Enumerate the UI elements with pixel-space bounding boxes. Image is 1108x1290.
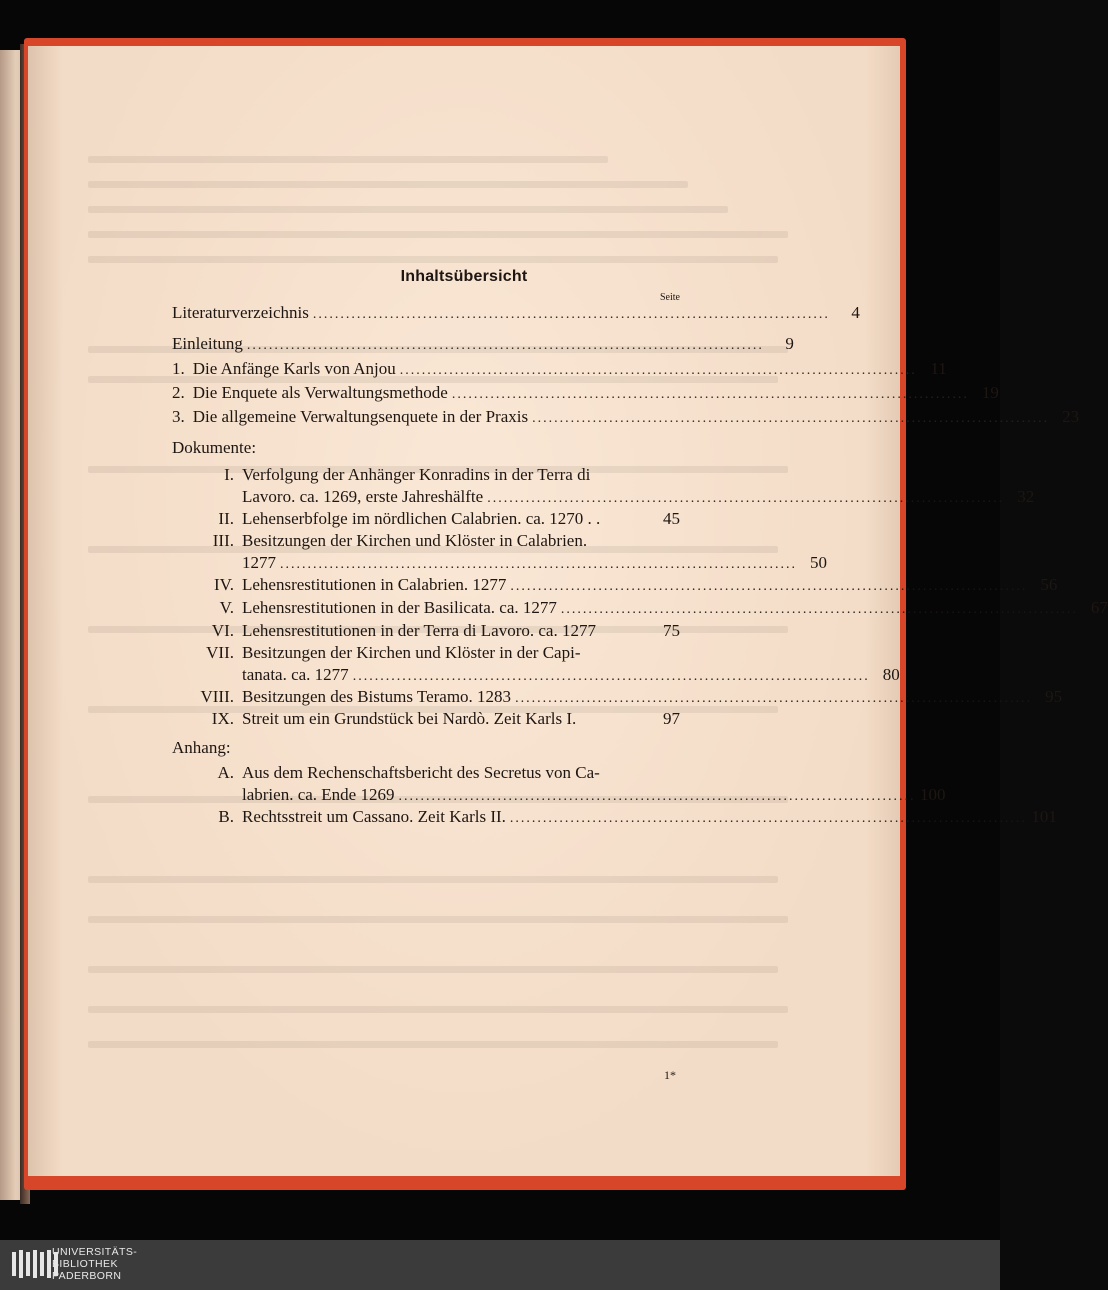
entry-number: 1. [172,359,185,378]
documents-heading: Dokumente: [172,438,257,457]
appendix-entry [172,806,1057,830]
document-entry [172,574,1058,598]
document-entry [172,686,1063,710]
document-entry [172,708,680,730]
document-title: Lehensrestitutionen in der Basilicata. ca. 1277 [242,598,557,617]
entry-page: 19 [981,383,999,402]
leader-dots: .............................................................................................. [352,669,870,684]
logo-line: BIBLIOTHEK [52,1258,118,1270]
document-number: VII. [206,643,234,662]
document-number: II. [218,509,234,528]
document-number: IX. [211,709,234,728]
leader-dots: .............................................................................................. [515,691,1033,706]
document-entry [172,620,680,642]
document-page: 75 [663,621,680,640]
document-number: VIII. [200,687,234,706]
entry-title: Einleitung [172,334,243,353]
document-page: 56 [1040,575,1058,594]
document-number: IV. [214,575,234,594]
entry-title: Literaturverzeichnis [172,303,309,322]
document-title: Lehenserbfolge im nördlichen Calabrien. ca. 1270 . . [242,509,601,528]
appendix-title: Aus dem Rechenschaftsbericht des Secretus von Ca- [242,763,600,782]
document-entry [172,464,1035,510]
document-number: I. [224,465,234,484]
document-number: III. [212,531,234,550]
document-entry [172,642,900,688]
document-page: 32 [1017,487,1035,506]
leader-dots: .............................................................................................. [487,491,1005,506]
document-page: 50 [810,553,827,572]
entry-page: 4 [851,303,860,322]
document-title: Besitzungen der Kirchen und Klöster in Calabrien. [242,531,588,550]
book-page [28,46,1108,1176]
document-title-continued: 1277 [242,553,276,572]
page-folio: 1* [664,1068,676,1082]
entry-title: Die Enquete als Verwaltungsmethode [192,383,448,402]
library-logo-text [52,1246,137,1282]
document-number: V. [219,598,234,617]
page-column-header: Seite [660,292,680,303]
leader-dots: .............................................................................................. [509,811,1027,826]
entry-title: Die allgemeine Verwaltungsenquete in der Praxis [192,407,529,426]
library-footer-bar [0,1240,1000,1290]
toc-entry [172,302,860,326]
document-title: Besitzungen der Kirchen und Klöster in der Capi- [242,643,581,662]
document-title: Lehensrestitutionen in der Terra di Lavoro. ca. 1277 [242,621,596,640]
leader-dots: .............................................................................................. [451,387,969,402]
logo-line: UNIVERSITÄTS- [52,1246,138,1258]
page-title: Inhaltsübersicht [400,268,528,285]
document-title-continued: Lavoro. ca. 1269, erste Jahreshälfte [242,487,484,506]
appendix-entry [172,762,946,808]
document-title-continued: tanata. ca. 1277 [242,665,349,684]
document-page: 97 [663,709,680,728]
document-title: Besitzungen des Bistums Teramo. 1283 [242,687,512,706]
toc-entry [172,358,947,382]
leader-dots: .............................................................................................. [510,579,1028,594]
toc-entry [172,382,999,406]
entry-title: Die Anfänge Karls von Anjou [192,359,396,378]
leader-dots: .............................................................................................. [398,789,916,804]
leader-dots: .............................................................................................. [560,602,1078,617]
document-number: VI. [211,621,234,640]
appendix-letter: B. [218,807,234,826]
entry-page: 9 [785,334,794,353]
document-title: Streit um ein Grundstück bei Nardò. Zeit Karls I. [242,709,577,728]
entry-page: 11 [930,359,947,378]
document-page: 80 [882,665,900,684]
entry-page: 23 [1062,407,1080,426]
toc-entry [172,406,1080,430]
entry-number: 2. [172,383,185,402]
leader-dots: .............................................................................................. [399,363,917,378]
appendix-title: Rechtsstreit um Cassano. Zeit Karls II. [242,807,506,826]
appendix-heading: Anhang: [172,738,231,757]
leader-dots: .............................................................................................. [246,338,764,353]
document-page: 95 [1045,687,1063,706]
appendix-page: 101 [1031,807,1057,826]
document-title: Verfolgung der Anhänger Konradins in der Terra di [242,465,591,484]
leader-dots: .............................................................................................. [532,411,1050,426]
document-entry [172,597,1108,621]
leader-dots: .............................................................................................. [312,307,830,322]
entry-number: 3. [172,407,185,426]
appendix-page: 100 [919,785,946,804]
logo-line: PADERBORN [52,1270,122,1282]
document-page: 67 [1090,598,1108,617]
document-title: Lehensrestitutionen in Calabrien. 1277 [242,575,507,594]
toc-entry [172,333,794,357]
appendix-letter: A. [217,763,234,782]
leader-dots: .............................................................................................. [280,557,797,572]
document-entry [172,530,827,576]
document-entry [172,508,680,530]
document-page: 45 [663,509,680,528]
appendix-title-continued: labrien. ca. Ende 1269 [242,785,395,804]
